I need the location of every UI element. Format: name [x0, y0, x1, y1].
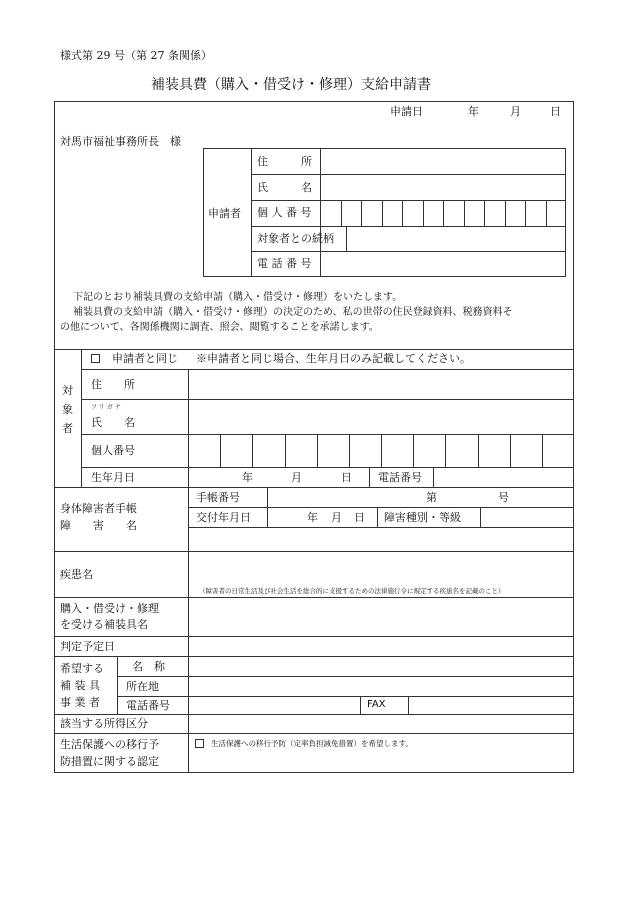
subject-id-digit-cell[interactable]: [188, 434, 220, 467]
applicant-id-digit-cell[interactable]: [546, 200, 567, 226]
statement-line-3: の他について、各関係機関に調査、照会、閲覧することを承諾します。: [60, 322, 379, 333]
vendor-fax-label: FAX: [367, 699, 386, 710]
device-name-field[interactable]: [192, 601, 570, 633]
subject-phone-label: 電話番号: [378, 471, 422, 484]
subject-phone-field[interactable]: [437, 470, 570, 485]
vendor-label-1: 希望する: [60, 662, 104, 675]
disability-label-2: 障 害 名: [60, 519, 137, 532]
vendor-fax-field[interactable]: [412, 698, 570, 712]
disease-note: （障害者の日常生活及び社会生活を総合的に支援するための法律施行令に規定する疾患名を記載のこと）: [199, 587, 505, 595]
subject-id-digit-cell[interactable]: [381, 434, 413, 467]
applicant-id-digit-cell[interactable]: [525, 200, 546, 226]
applicant-name-field[interactable]: [324, 177, 562, 197]
subject-birth-day: 日: [341, 471, 352, 484]
disability-label-1: 身体障害者手帳: [60, 502, 137, 515]
subject-id-digit-cell[interactable]: [349, 434, 381, 467]
applicant-name-label: 氏 名: [257, 181, 312, 194]
disability-name-field[interactable]: [192, 530, 570, 549]
applicant-phone-label: 電 話 番 号: [257, 257, 312, 270]
application-date-day: 日: [550, 105, 561, 118]
subject-id-digit-cell[interactable]: [252, 434, 284, 467]
judgment-date-label: 判定予定日: [60, 640, 115, 653]
subject-id-digit-cell[interactable]: [542, 434, 574, 467]
applicant-id-digit-cell[interactable]: [382, 200, 403, 226]
applicant-id-digit-cell[interactable]: [443, 200, 464, 226]
applicant-id-digit-cell[interactable]: [402, 200, 423, 226]
addressee: 対馬市福祉事務所長 様: [60, 135, 181, 148]
vendor-location-label: 所在地: [126, 680, 159, 693]
subject-birth-year: 年: [242, 471, 253, 484]
statement-line-1: 下記のとおり補装具費の支給申請（購入・借受け・修理）をいたします。: [73, 292, 403, 303]
welfare-label-1: 生活保護への移行予: [60, 738, 159, 751]
subject-group-label-3: 者: [62, 422, 73, 435]
subject-id-digit-cell[interactable]: [285, 434, 317, 467]
same-as-applicant-checkbox[interactable]: [91, 354, 100, 363]
subject-group-label-1: 対: [62, 384, 73, 397]
booklet-number-label: 手帳番号: [196, 491, 240, 504]
welfare-label-2: 防措置に関する認定: [60, 755, 159, 768]
application-date-month: 月: [510, 105, 521, 118]
income-category-field[interactable]: [192, 716, 570, 731]
welfare-checkbox[interactable]: [195, 739, 204, 748]
vendor-label-2: 補 装 具: [60, 679, 100, 692]
subject-id-label: 個人番号: [91, 444, 135, 457]
welfare-checkbox-text: 生活保護への移行予防（定率負担減免措置）を希望します。: [211, 739, 413, 748]
form-number: 様式第 29 号（第 27 条関係）: [60, 49, 212, 62]
booklet-number-go: 号: [498, 491, 509, 504]
income-category-label: 該当する所得区分: [60, 717, 148, 730]
applicant-id-digit-cell[interactable]: [464, 200, 485, 226]
disability-grade-field[interactable]: [484, 509, 570, 525]
vendor-phone-label: 電話番号: [126, 699, 170, 712]
applicant-relation-field[interactable]: [350, 229, 562, 249]
applicant-address-field[interactable]: [324, 151, 562, 171]
judgment-date-field[interactable]: [192, 639, 570, 654]
subject-birth-month: 月: [291, 471, 302, 484]
vendor-name-field[interactable]: [192, 659, 570, 674]
device-label-1: 購入・借受け・修理: [60, 602, 159, 615]
applicant-id-digit-cell[interactable]: [341, 200, 362, 226]
subject-address-field[interactable]: [192, 373, 570, 395]
issue-date-day: 日: [354, 511, 365, 524]
subject-name-field[interactable]: [192, 403, 570, 431]
applicant-phone-field[interactable]: [324, 254, 562, 274]
same-as-applicant-note: ※申請者と同じ場合、生年月日のみ記載してください。: [196, 352, 471, 365]
disease-name-field[interactable]: [192, 555, 570, 583]
subject-id-digit-cell[interactable]: [220, 434, 252, 467]
subject-birth-label: 生年月日: [91, 471, 135, 484]
vendor-phone-field[interactable]: [192, 698, 356, 712]
subject-furigana-label: フリガナ: [91, 404, 123, 411]
vendor-location-field[interactable]: [192, 679, 570, 694]
applicant-relation-label: 対象者との続柄: [257, 232, 334, 245]
form-title: 補装具費（購入・借受け・修理）支給申請書: [151, 77, 431, 93]
subject-id-digit-cell[interactable]: [317, 434, 349, 467]
applicant-id-digit-cell[interactable]: [320, 200, 341, 226]
subject-group-label-2: 象: [62, 403, 73, 416]
applicant-id-digit-cell[interactable]: [423, 200, 444, 226]
applicant-address-label: 住 所: [257, 155, 312, 168]
applicant-id-digit-cell[interactable]: [361, 200, 382, 226]
issue-date-month: 月: [331, 511, 342, 524]
issue-date-year: 年: [307, 511, 318, 524]
subject-address-label: 住 所: [91, 378, 135, 391]
subject-id-digit-cell[interactable]: [445, 434, 477, 467]
booklet-number-dai: 第: [426, 491, 437, 504]
statement-line-2: 補装具費の支給申請（購入・借受け・修理）の決定のため、私の世帯の住民登録資料、税務資料そ: [73, 307, 513, 318]
application-date-year: 年: [468, 105, 479, 118]
same-as-applicant-label: 申請者と同じ: [112, 352, 178, 365]
applicant-id-digit-cell[interactable]: [505, 200, 526, 226]
disability-grade-label: 障害種別・等級: [384, 511, 461, 524]
applicant-id-label: 個 人 番 号: [257, 206, 312, 219]
subject-id-digit-cell[interactable]: [478, 434, 510, 467]
applicant-id-digit-cell[interactable]: [484, 200, 505, 226]
vendor-name-label: 名 称: [132, 660, 165, 673]
issue-date-label: 交付年月日: [196, 511, 251, 524]
disease-label: 疾患名: [60, 568, 93, 581]
subject-name-label: 氏 名: [91, 416, 135, 429]
subject-id-digit-cell[interactable]: [510, 434, 542, 467]
booklet-number-field[interactable]: [440, 489, 494, 505]
subject-id-digit-cell[interactable]: [413, 434, 445, 467]
application-date-label: 申請日: [390, 105, 423, 118]
applicant-group-label: 申請者: [208, 207, 241, 220]
vendor-label-3: 事 業 者: [60, 696, 100, 709]
device-label-2: を受ける補装具名: [60, 618, 148, 631]
